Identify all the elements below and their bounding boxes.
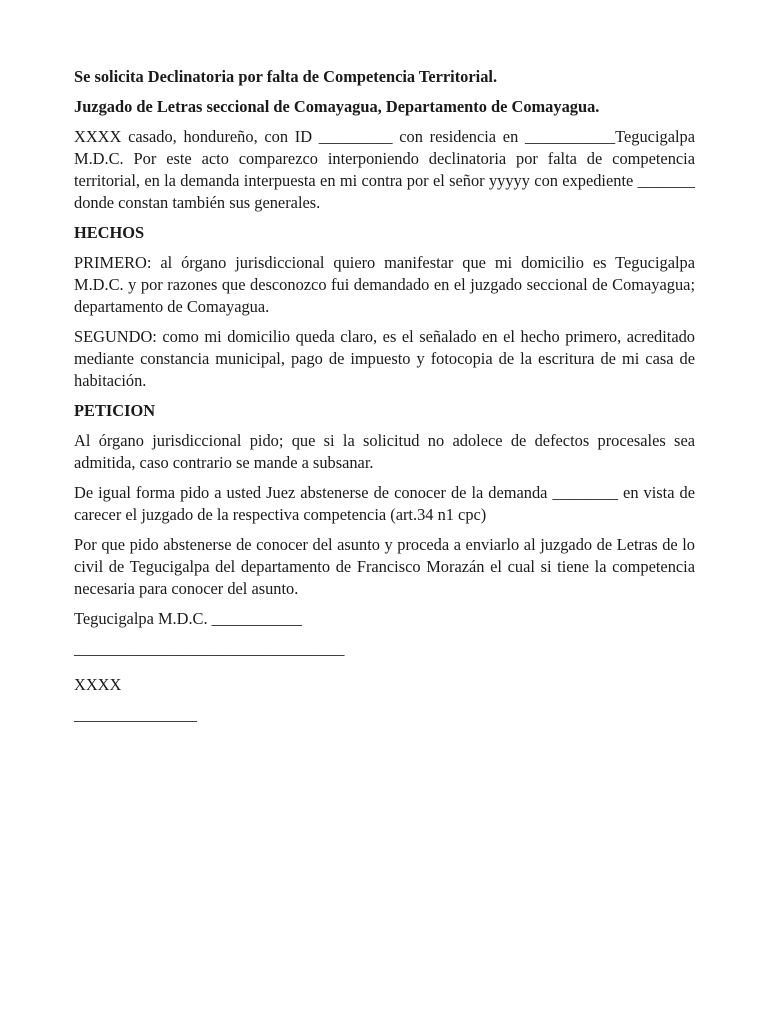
signature-line: _________________________________ bbox=[74, 639, 345, 658]
peticion-paragraph-1: Al órgano jurisdiccional pido; que si la solicitud no adolece de defectos procesales sea admitida, caso contrario se mande a subsanar. bbox=[74, 431, 695, 472]
peticion-heading: PETICION bbox=[74, 401, 156, 420]
signer-line: _______________ bbox=[74, 705, 197, 724]
signer-name: XXXX bbox=[74, 675, 122, 694]
primero-paragraph: PRIMERO: al órgano jurisdiccional quiero manifestar que mi domicilio es Tegucigalpa M.D.C. y por razones que desconozco fui demandado en el juzgado seccional de Comayagua; departamento de Comayagua. bbox=[74, 253, 695, 316]
hechos-heading: HECHOS bbox=[74, 223, 145, 242]
place-date-line: Tegucigalpa M.D.C. ___________ bbox=[74, 609, 302, 628]
document-page bbox=[74, 66, 695, 726]
document-title: Se solicita Declinatoria por falta de Competencia Territorial. bbox=[74, 67, 498, 86]
peticion-paragraph-2: De igual forma pido a usted Juez abstenerse de conocer de la demanda ________ en vista de carecer el juzgado de la respectiva competencia (art.34 n1 cpc) bbox=[74, 483, 695, 524]
intro-paragraph: XXXX casado, hondureño, con ID _________ con residencia en ___________Tegucigalpa M.D.C. Por este acto comparezco interponiendo declinatoria por falta de competencia territorial, en la demanda interpuesta en mi contra por el señor yyyyy con expediente _______ donde constan también sus generales. bbox=[74, 127, 695, 212]
peticion-paragraph-3: Por que pido abstenerse de conocer del asunto y proceda a enviarlo al juzgado de Letras de lo civil de Tegucigalpa del departamento de Francisco Morazán el cual si tiene la competencia necesaria para conocer del asunto. bbox=[74, 535, 695, 598]
segundo-paragraph: SEGUNDO: como mi domicilio queda claro, es el señalado en el hecho primero, acreditado mediante constancia municipal, pago de impuesto y fotocopia de la escritura de mi casa de habitación. bbox=[74, 327, 695, 390]
court-heading: Juzgado de Letras seccional de Comayagua, Departamento de Comayagua. bbox=[74, 97, 600, 116]
